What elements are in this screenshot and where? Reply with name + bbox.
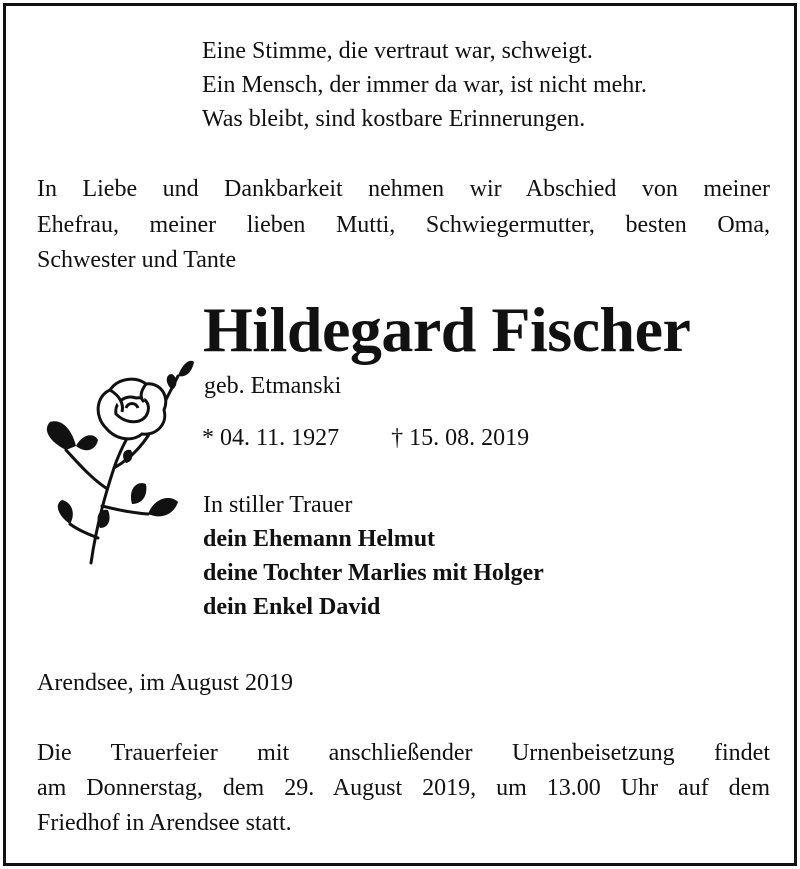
birth-date: * 04. 11. 1927 bbox=[202, 425, 340, 451]
poem-line: Ein Mensch, der immer da war, ist nicht mehr. bbox=[202, 72, 647, 98]
farewell-text bbox=[37, 172, 770, 279]
farewell-line: Ehefrau, meiner lieben Mutti, Schwiegermutter, besten Oma, bbox=[37, 211, 770, 238]
farewell-line: Schwester und Tante bbox=[37, 247, 237, 273]
place-date: Arendsee, im August 2019 bbox=[37, 670, 293, 696]
service-line: am Donnerstag, dem 29. August 2019, um 13.00 Uhr auf dem bbox=[37, 775, 770, 801]
mourner-name: dein Enkel David bbox=[203, 594, 381, 620]
birth-name: geb. Etmanski bbox=[204, 373, 342, 399]
poem bbox=[202, 34, 647, 136]
mourner-name: dein Ehemann Helmut bbox=[203, 526, 436, 552]
farewell-line: In Liebe und Dankbarkeit nehmen wir Abschied von meiner bbox=[37, 176, 770, 202]
poem-line: Was bleibt, sind kostbare Erinnerungen. bbox=[202, 106, 586, 132]
obituary-notice bbox=[3, 3, 797, 866]
mourners-block bbox=[203, 488, 544, 624]
poem-line: Eine Stimme, die vertraut war, schweigt. bbox=[202, 38, 593, 64]
service-line: Die Trauerfeier mit anschließender Urnenbeisetzung findet bbox=[37, 740, 770, 766]
service-info bbox=[37, 736, 770, 841]
rose-icon bbox=[36, 338, 196, 578]
service-line: Friedhof in Arendsee statt. bbox=[37, 810, 292, 836]
deceased-name: Hildegard Fischer bbox=[203, 294, 691, 365]
death-date: † 15. 08. 2019 bbox=[391, 425, 530, 451]
life-dates bbox=[202, 421, 529, 455]
mourner-name: deine Tochter Marlies mit Holger bbox=[203, 560, 544, 586]
mourning-intro: In stiller Trauer bbox=[203, 492, 353, 518]
